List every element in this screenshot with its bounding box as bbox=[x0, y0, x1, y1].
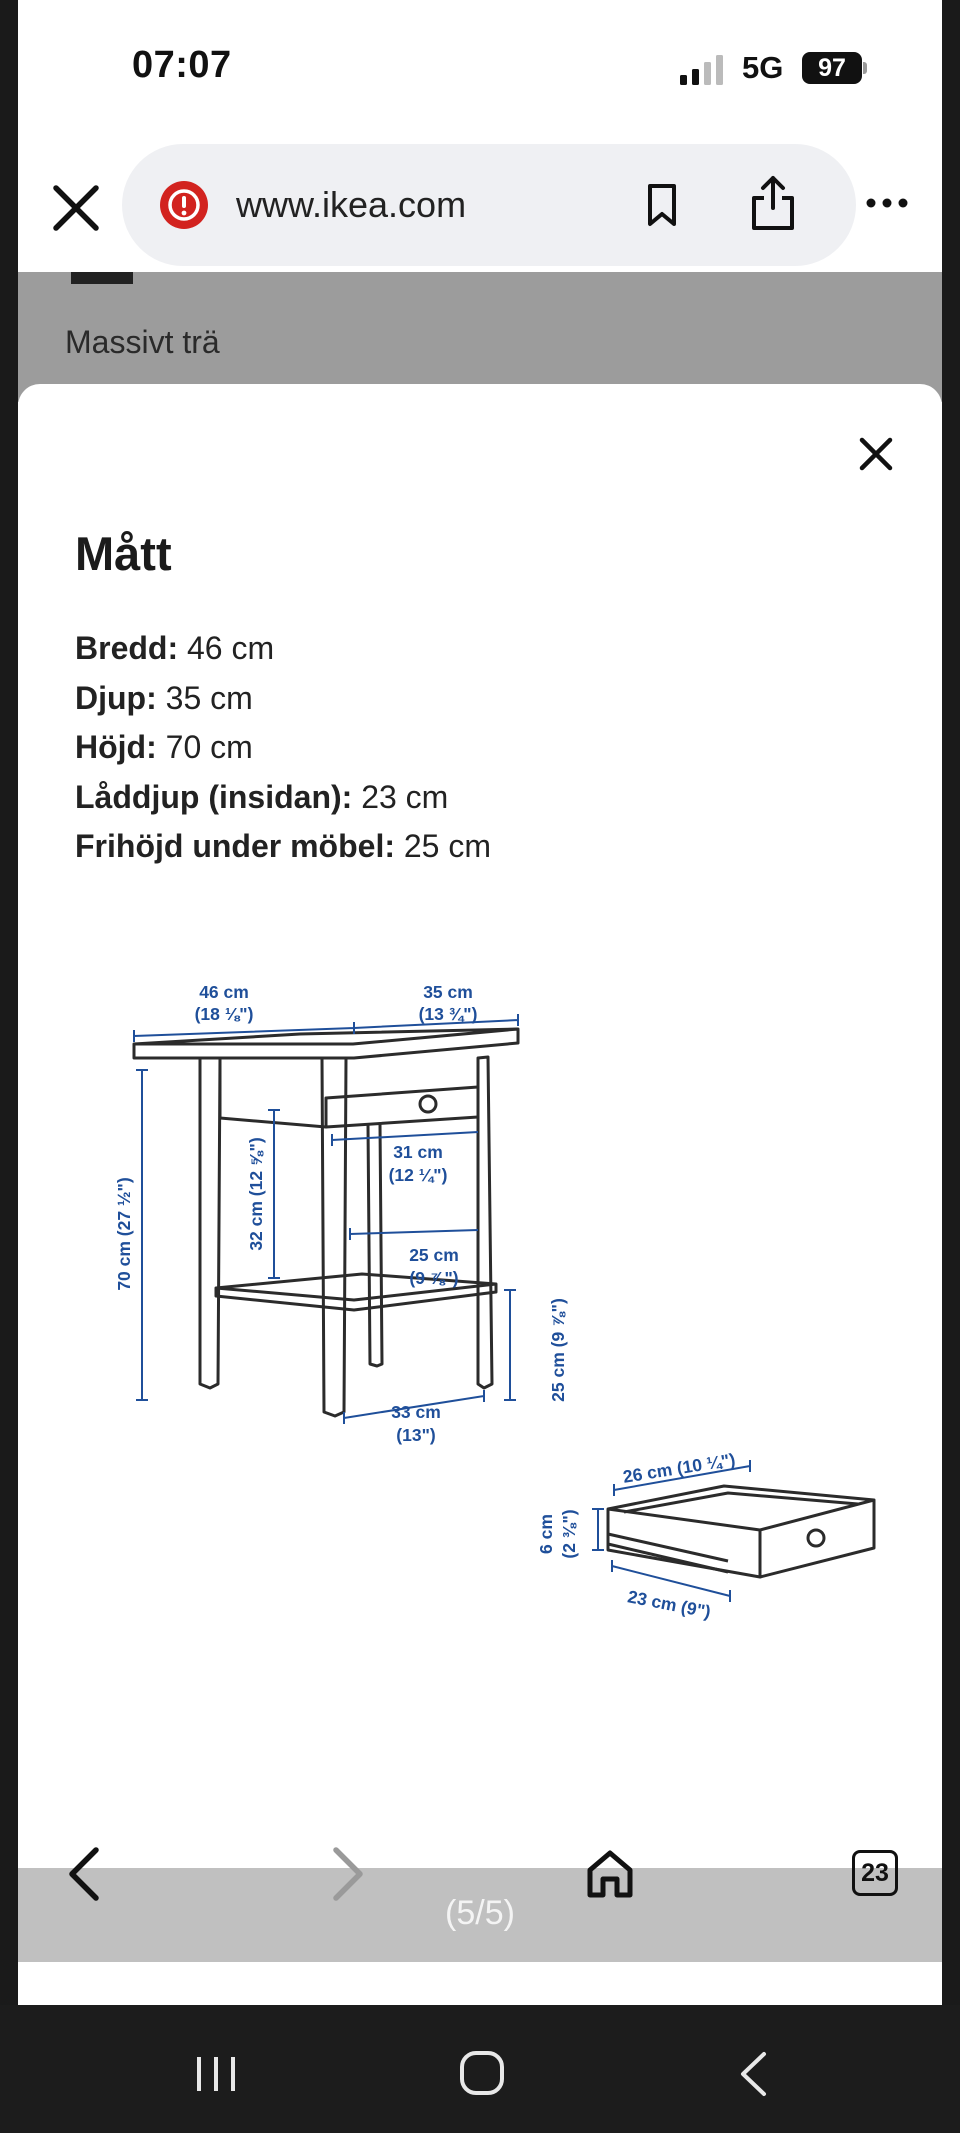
dimensions-sheet bbox=[18, 384, 942, 2005]
address-bar[interactable] bbox=[122, 144, 856, 266]
dimension-lines bbox=[134, 1014, 518, 1424]
system-home-icon[interactable] bbox=[458, 2049, 506, 2097]
page-counter: (5/5) bbox=[445, 1894, 515, 1932]
spec-label: Frihöjd under möbel: bbox=[75, 828, 395, 864]
url-text[interactable]: www.ikea.com bbox=[236, 184, 467, 225]
dim-drawer-height-cm: 6 cm bbox=[536, 1514, 556, 1554]
drawer-dimension-lines bbox=[592, 1460, 750, 1602]
system-nav-bar bbox=[0, 2005, 960, 2133]
page-backdrop bbox=[18, 272, 942, 402]
warning-icon[interactable] bbox=[158, 179, 210, 231]
dim-depth-cm: 35 cm bbox=[423, 982, 473, 1002]
dim-depth-in: (13 ¾") bbox=[418, 1004, 478, 1024]
phone-screen bbox=[18, 0, 942, 2005]
spec-value: 25 cm bbox=[394, 828, 492, 864]
dim-inner-width-in: (12 ¼") bbox=[388, 1165, 448, 1185]
spec-item bbox=[75, 773, 491, 823]
spec-label: Höjd: bbox=[75, 729, 157, 765]
recent-apps-icon[interactable] bbox=[194, 2055, 238, 2093]
spec-list bbox=[75, 624, 491, 872]
more-icon[interactable] bbox=[862, 188, 912, 218]
spec-value: 23 cm bbox=[352, 778, 449, 815]
table-drawing bbox=[134, 1029, 518, 1416]
system-back-icon[interactable] bbox=[736, 2051, 770, 2097]
spec-item bbox=[75, 674, 491, 724]
dim-width-cm: 46 cm bbox=[199, 982, 249, 1002]
spec-label: Djup: bbox=[75, 679, 157, 716]
tabs-icon[interactable]: 23 bbox=[852, 1850, 898, 1896]
status-time: 07:07 bbox=[132, 44, 232, 86]
battery-level: 97 bbox=[802, 52, 862, 84]
spec-value: 46 cm bbox=[178, 630, 275, 666]
dim-shelf-gap: 32 cm (12 ⅝") bbox=[246, 1137, 266, 1251]
spec-label: Låddjup (insidan): bbox=[75, 778, 353, 815]
bookmark-icon[interactable] bbox=[642, 182, 682, 228]
network-type: 5G bbox=[742, 50, 784, 85]
drawer-drawing bbox=[608, 1486, 874, 1577]
dim-drawer-depth: 23 cm (9") bbox=[625, 1586, 713, 1622]
spec-item bbox=[75, 723, 491, 773]
dim-base-depth-cm: 33 cm bbox=[391, 1402, 441, 1422]
signal-icon bbox=[680, 55, 726, 85]
spec-value: 35 cm bbox=[156, 679, 253, 716]
close-icon[interactable] bbox=[852, 430, 900, 478]
home-icon[interactable] bbox=[584, 1848, 636, 1900]
dimension-diagram bbox=[78, 944, 908, 1724]
spec-item bbox=[75, 822, 491, 872]
share-icon[interactable] bbox=[748, 174, 798, 232]
dim-shelf-depth-in: (9 ⅞") bbox=[409, 1268, 459, 1288]
dim-clearance: 25 cm (9 ⅞") bbox=[548, 1298, 568, 1402]
battery-tip bbox=[863, 62, 867, 74]
dim-width-in: (18 ⅛") bbox=[194, 1004, 254, 1024]
dim-shelf-depth-cm: 25 cm bbox=[409, 1245, 459, 1265]
dim-inner-width-cm: 31 cm bbox=[393, 1142, 443, 1162]
sheet-title: Mått bbox=[75, 527, 172, 580]
close-icon[interactable] bbox=[46, 178, 106, 238]
material-text: Massivt trä bbox=[65, 324, 220, 360]
dim-drawer-width: 26 cm (10 ¼") bbox=[621, 1449, 737, 1487]
backdrop-logo bbox=[71, 272, 133, 284]
spec-value: 70 cm bbox=[156, 729, 253, 765]
dim-height: 70 cm (27 ½") bbox=[114, 1177, 134, 1291]
spec-label: Bredd: bbox=[75, 630, 179, 666]
dim-base-depth-in: (13") bbox=[396, 1425, 436, 1445]
dim-drawer-height-in: (2 ⅜") bbox=[559, 1509, 579, 1559]
spec-item bbox=[75, 624, 491, 674]
